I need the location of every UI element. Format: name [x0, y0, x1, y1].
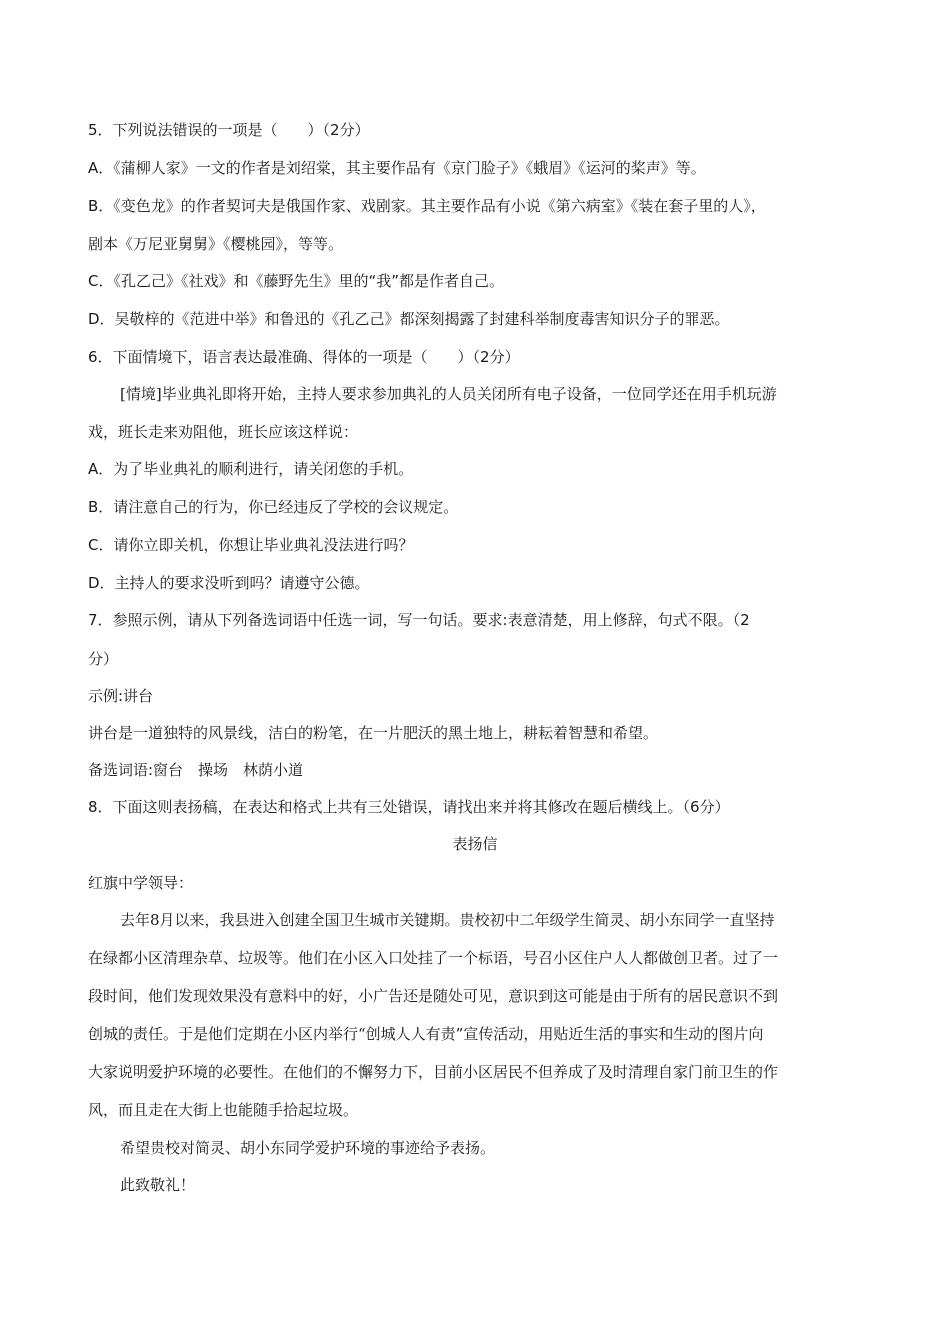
q7-stem-line1: 7．参照示例，请从下列备选词语中任选一词，写一句话。要求:表意清楚，用上修辞，句式不限。（2 — [88, 611, 750, 629]
letter-title: 表扬信 — [452, 835, 498, 853]
q5-stem: 5．下列说法错误的一项是（ ）（2分） — [88, 121, 370, 139]
letter-paragraph2: 希望贵校对简灵、胡小东同学爱护环境的事迹给予表扬。 — [120, 1139, 496, 1157]
q7-example-label: 示例:讲台 — [88, 687, 154, 705]
letter-closing: 此致敬礼！ — [120, 1176, 196, 1194]
q6-option-a: A．为了毕业典礼的顺利进行，请关闭您的手机。 — [88, 460, 414, 478]
q6-context-line1: [情境]毕业典礼即将开始，主持人要求参加典礼的人员关闭所有电子设备，一位同学还在用手机玩游 — [120, 385, 777, 403]
letter-paragraph1-line3: 段时间，他们发现效果没有意料中的好，小广告还是随处可见，意识到这可能是由于所有的居民意识不到 — [88, 987, 779, 1005]
letter-paragraph1-line2: 在绿都小区清理杂草、垃圾等。他们在小区入口处挂了一个标语，号召小区住户人人都做创卫者。过了一 — [88, 949, 779, 967]
letter-paragraph1-line5: 大家说明爱护环境的必要性。在他们的不懈努力下，目前小区居民不但养成了及时清理自家门前卫生的作 — [88, 1063, 779, 1081]
q5-option-a: A．《蒲柳人家》一文的作者是刘绍棠，其主要作品有《京门脸子》《蛾眉》《运河的桨声》等。 — [88, 159, 706, 177]
letter-paragraph1-line6: 风，而且走在大街上也能随手拾起垃圾。 — [88, 1101, 359, 1119]
q5-option-b-line1: B．《变色龙》的作者契诃夫是俄国作家、戏剧家。其主要作品有小说《第六病室》《装在套子里的人》， — [88, 197, 766, 215]
q6-option-c: C．请你立即关机，你想让毕业典礼没法进行吗？ — [88, 536, 414, 554]
q8-stem: 8．下面这则表扬稿，在表达和格式上共有三处错误，请找出来并将其修改在题后横线上。（6分） — [88, 798, 730, 816]
letter-paragraph1-line1: 去年8月以来，我县进入创建全国卫生城市关键期。贵校初中二年级学生简灵、胡小东同学一直坚持 — [120, 911, 775, 929]
q5-option-c: C．《孔乙己》《社戏》和《藤野先生》里的“我”都是作者自己。 — [88, 272, 505, 290]
q6-option-d: D．主持人的要求没听到吗？请遵守公德。 — [88, 574, 370, 592]
q5-option-b-line2: 剧本《万尼亚舅舅》《樱桃园》，等等。 — [88, 235, 344, 253]
letter-salutation: 红旗中学领导： — [88, 874, 194, 892]
q6-stem: 6．下面情境下，语言表达最准确、得体的一项是（ ）（2分） — [88, 348, 520, 366]
q7-example-text: 讲台是一道独特的风景线，洁白的粉笔，在一片肥沃的黑土地上，耕耘着智慧和希望。 — [88, 724, 659, 742]
q6-option-b: B．请注意自己的行为，你已经违反了学校的会议规定。 — [88, 498, 459, 516]
q6-context-line2: 戏，班长走来劝阻他，班长应该这样说： — [88, 423, 359, 441]
letter-paragraph1-line4: 创城的责任。于是他们定期在小区内举行“创城人人有责”宣传活动，用贴近生活的事实和生动的图片向 — [88, 1025, 764, 1043]
q7-stem-line2: 分） — [88, 650, 119, 668]
q5-option-d: D．吴敬梓的《范进中举》和鲁迅的《孔乙己》都深刻揭露了封建科举制度毒害知识分子的罪恶。 — [88, 310, 730, 328]
q7-options: 备选词语:窗台 操场 林荫小道 — [88, 761, 304, 779]
